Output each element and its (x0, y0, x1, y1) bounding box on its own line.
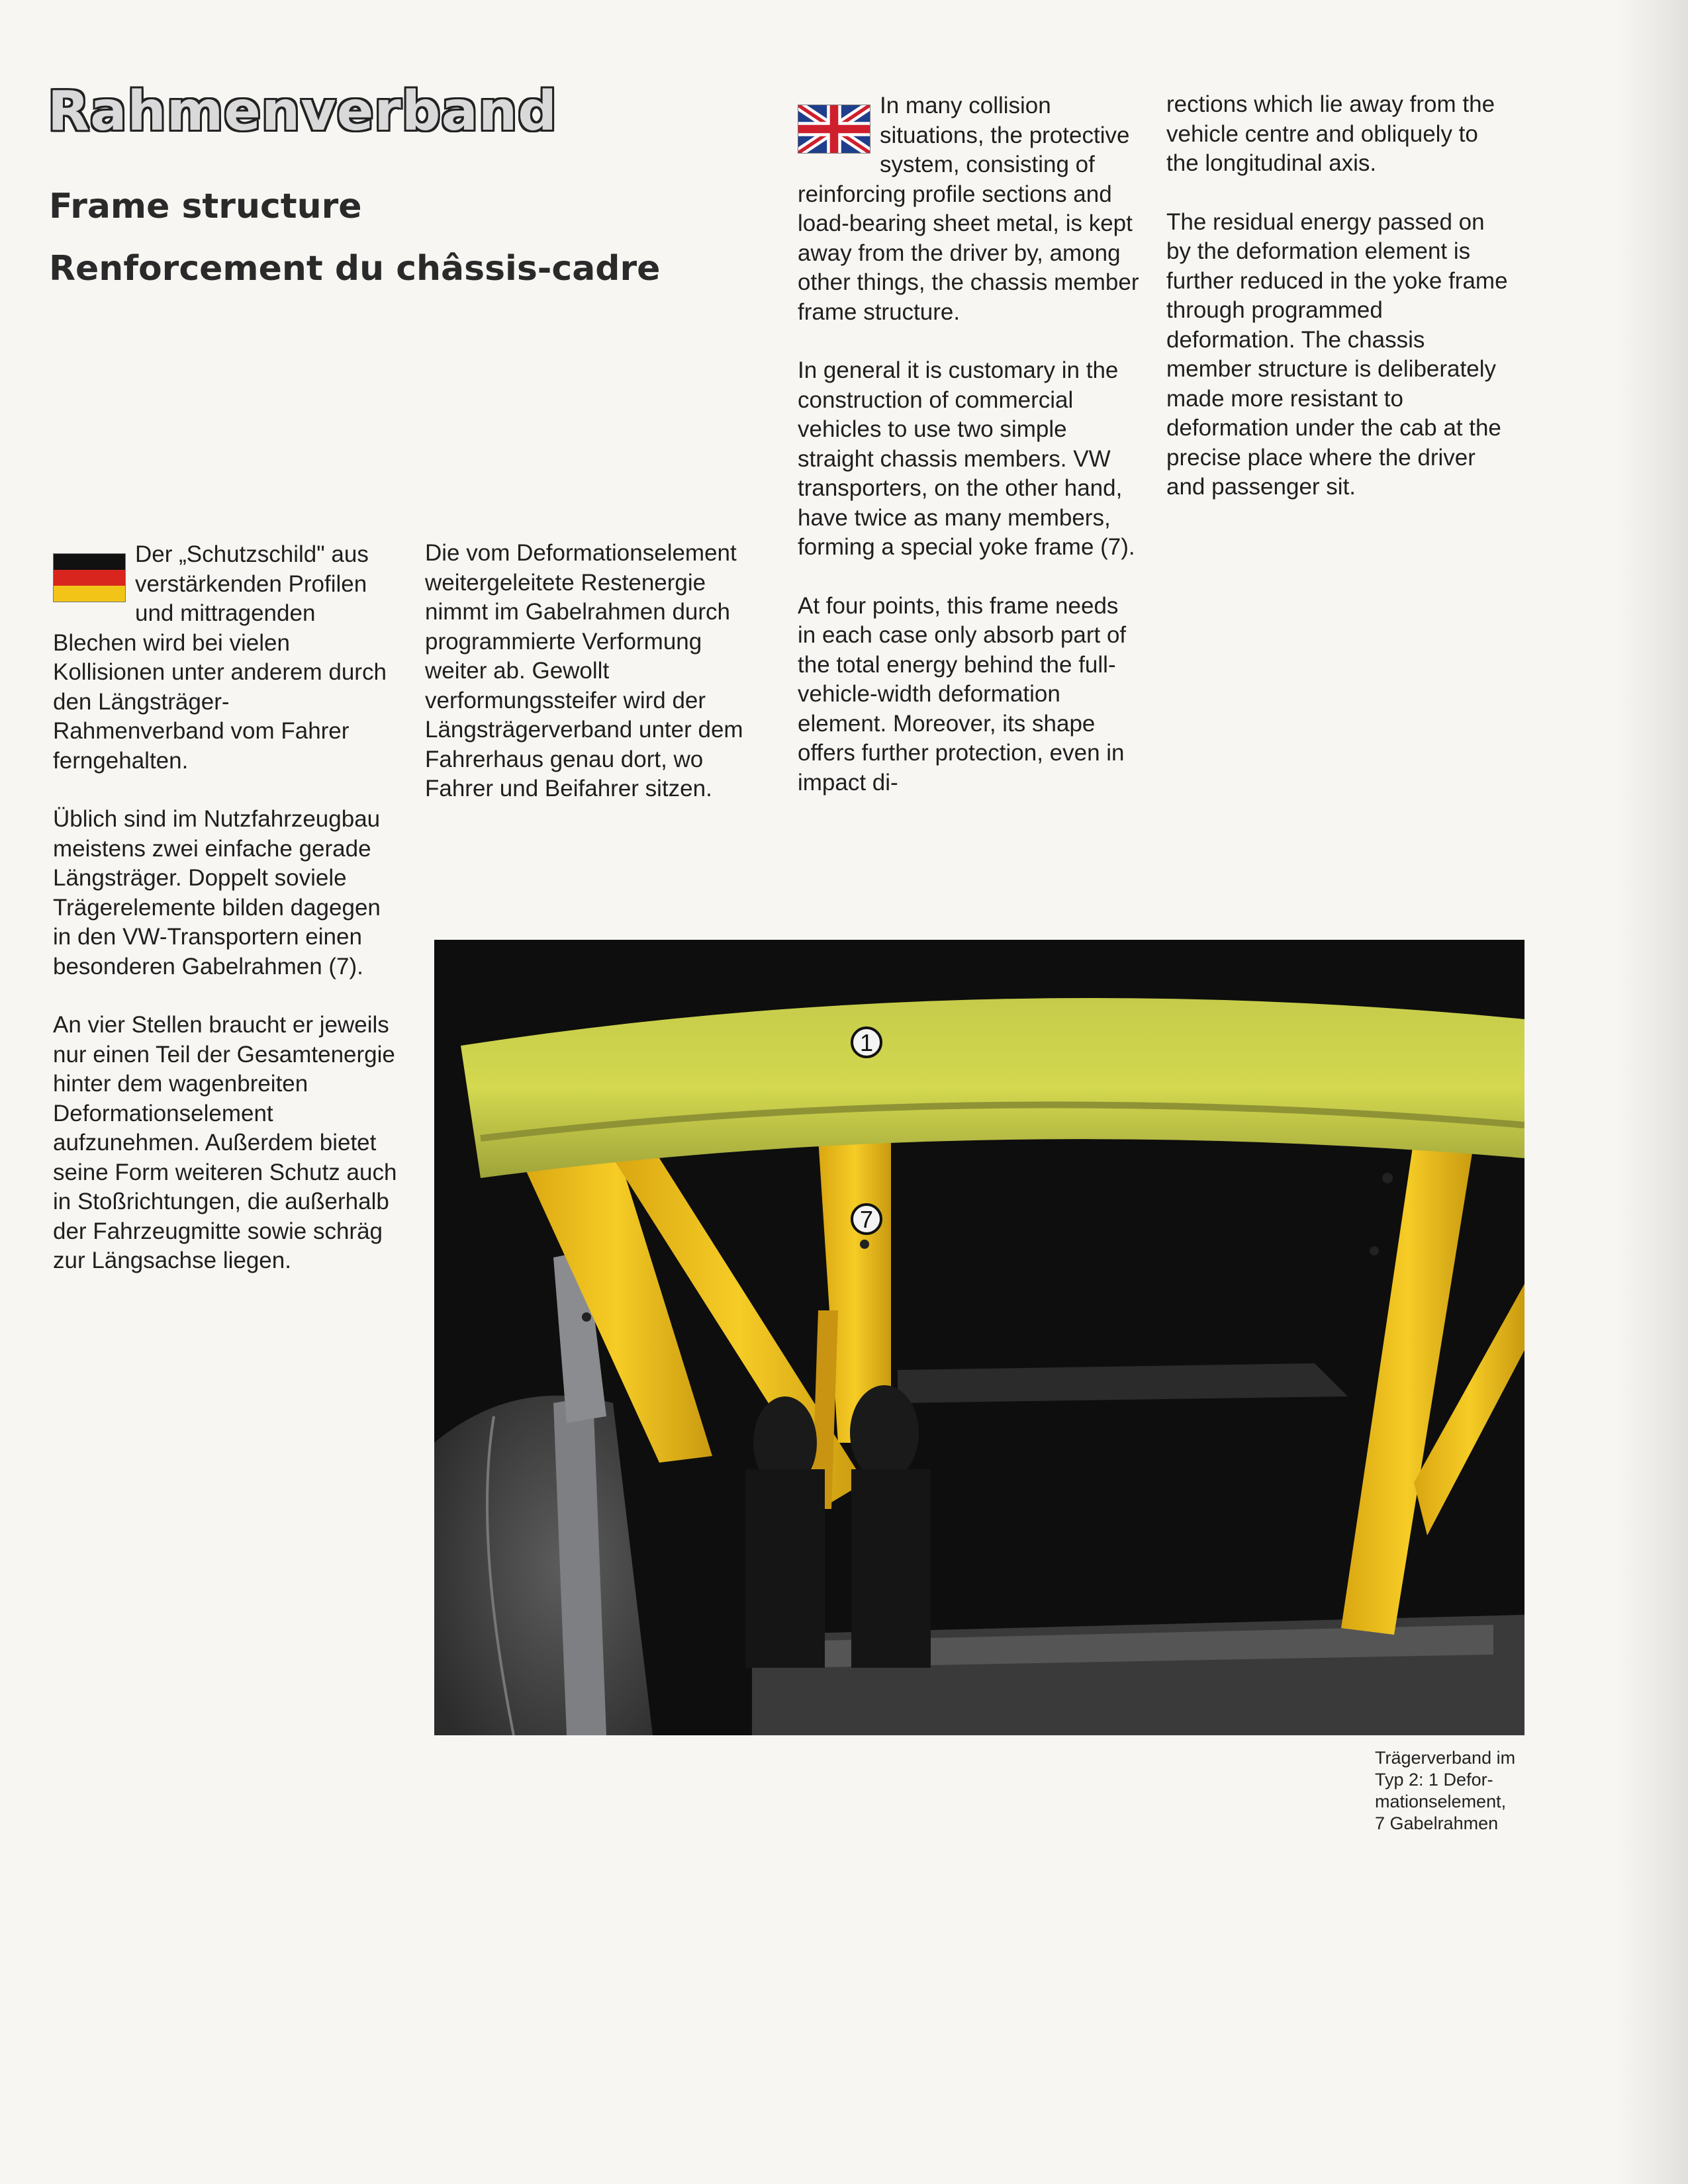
uk-flag-icon (798, 105, 870, 154)
subtitle-english: Frame structure (49, 187, 362, 226)
german-column-2 (425, 539, 769, 833)
frame-structure-photo (434, 940, 1524, 1735)
caption-line-2: Typ 2: 1 Defor- (1375, 1770, 1493, 1790)
page-title: Rahmenverband (48, 80, 557, 143)
caption-line-4: 7 Gabelrahmen (1375, 1813, 1499, 1833)
german-paragraph-4: Die vom Deformationselement weitergeleitete Restenergie nimmt im Gabelrahmen durch programmierte Verformung weiter ab. Gewollt verformungssteifer wird der Längsträgerverband unter dem Fahrerhaus genau dort, wo Fahrer und Beifahrer sitzen. (425, 540, 743, 801)
english-paragraph-2: In general it is customary in the construction of commercial vehicles to use two simple straight chassis members. VW transporters, on the other hand, have twice as many members, forming a special yoke frame (7). (798, 357, 1135, 560)
english-paragraph-4: rections which lie away from the vehicle centre and obliquely to the longitudinal axis. (1166, 91, 1495, 176)
marker-1-label: 1 (859, 1029, 874, 1056)
caption-line-1: Trägerverband im (1375, 1748, 1516, 1768)
english-paragraph-3: At four points, this frame needs in each case only absorb part of the total energy behind the full-vehicle-width deformation element. Moreover, its shape offers further protection, even in impact di- (798, 592, 1127, 796)
german-paragraph-1-text: Der „Schutzschild" aus verstärkenden Profilen und mittragenden Blechen wird bei vielen Kollisionen unter anderem durch den Längsträger-Rahmenverband vom Fahrer ferngehalten. (53, 541, 387, 774)
english-paragraph-5: The residual energy passed on by the deformation element is further reduced in the yoke frame through programmed deformation. The chassis member structure is deliberately made more resistant to deformation under the cab at the precise place where the driver and passenger sit. (1166, 208, 1508, 500)
german-paragraph-3: An vier Stellen braucht er jeweils nur einen Teil der Gesamtenergie hinter dem wagenbreiten Deformationselement aufzunehmen. Außerdem bietet seine Form weiteren Schutz auch in Stoßrichtungen, die außerhalb der Fahrzeugmitte sowie schräg zur Längsachse liegen. (53, 1012, 397, 1273)
english-column-2 (1166, 90, 1511, 531)
german-paragraph-2: Üblich sind im Nutzfahrzeugbau meistens zwei einfache gerade Längsträger. Doppelt soviele Trägerelemente bilden dagegen in den VW-Transportern einen besonderen Gabelrahmen (7). (53, 806, 381, 979)
subtitle-french: Renforcement du châssis-cadre (49, 249, 661, 289)
marker-7-label: 7 (859, 1206, 874, 1233)
german-paragraph-1 (53, 540, 397, 776)
german-column-1 (53, 540, 397, 1305)
english-paragraph-1 (798, 91, 1142, 327)
german-flag-icon (53, 553, 126, 602)
english-paragraph-1-text: In many collision situations, the protective system, consisting of reinforcing profile sections and load-bearing sheet metal, is kept away from the driver by, among other things, the chassis member frame structure. (798, 93, 1139, 325)
photo-caption (1375, 1747, 1547, 1835)
caption-line-3: mationselement, (1375, 1792, 1507, 1811)
english-column-1 (798, 91, 1142, 827)
page-edge-shadow (1615, 0, 1688, 2184)
